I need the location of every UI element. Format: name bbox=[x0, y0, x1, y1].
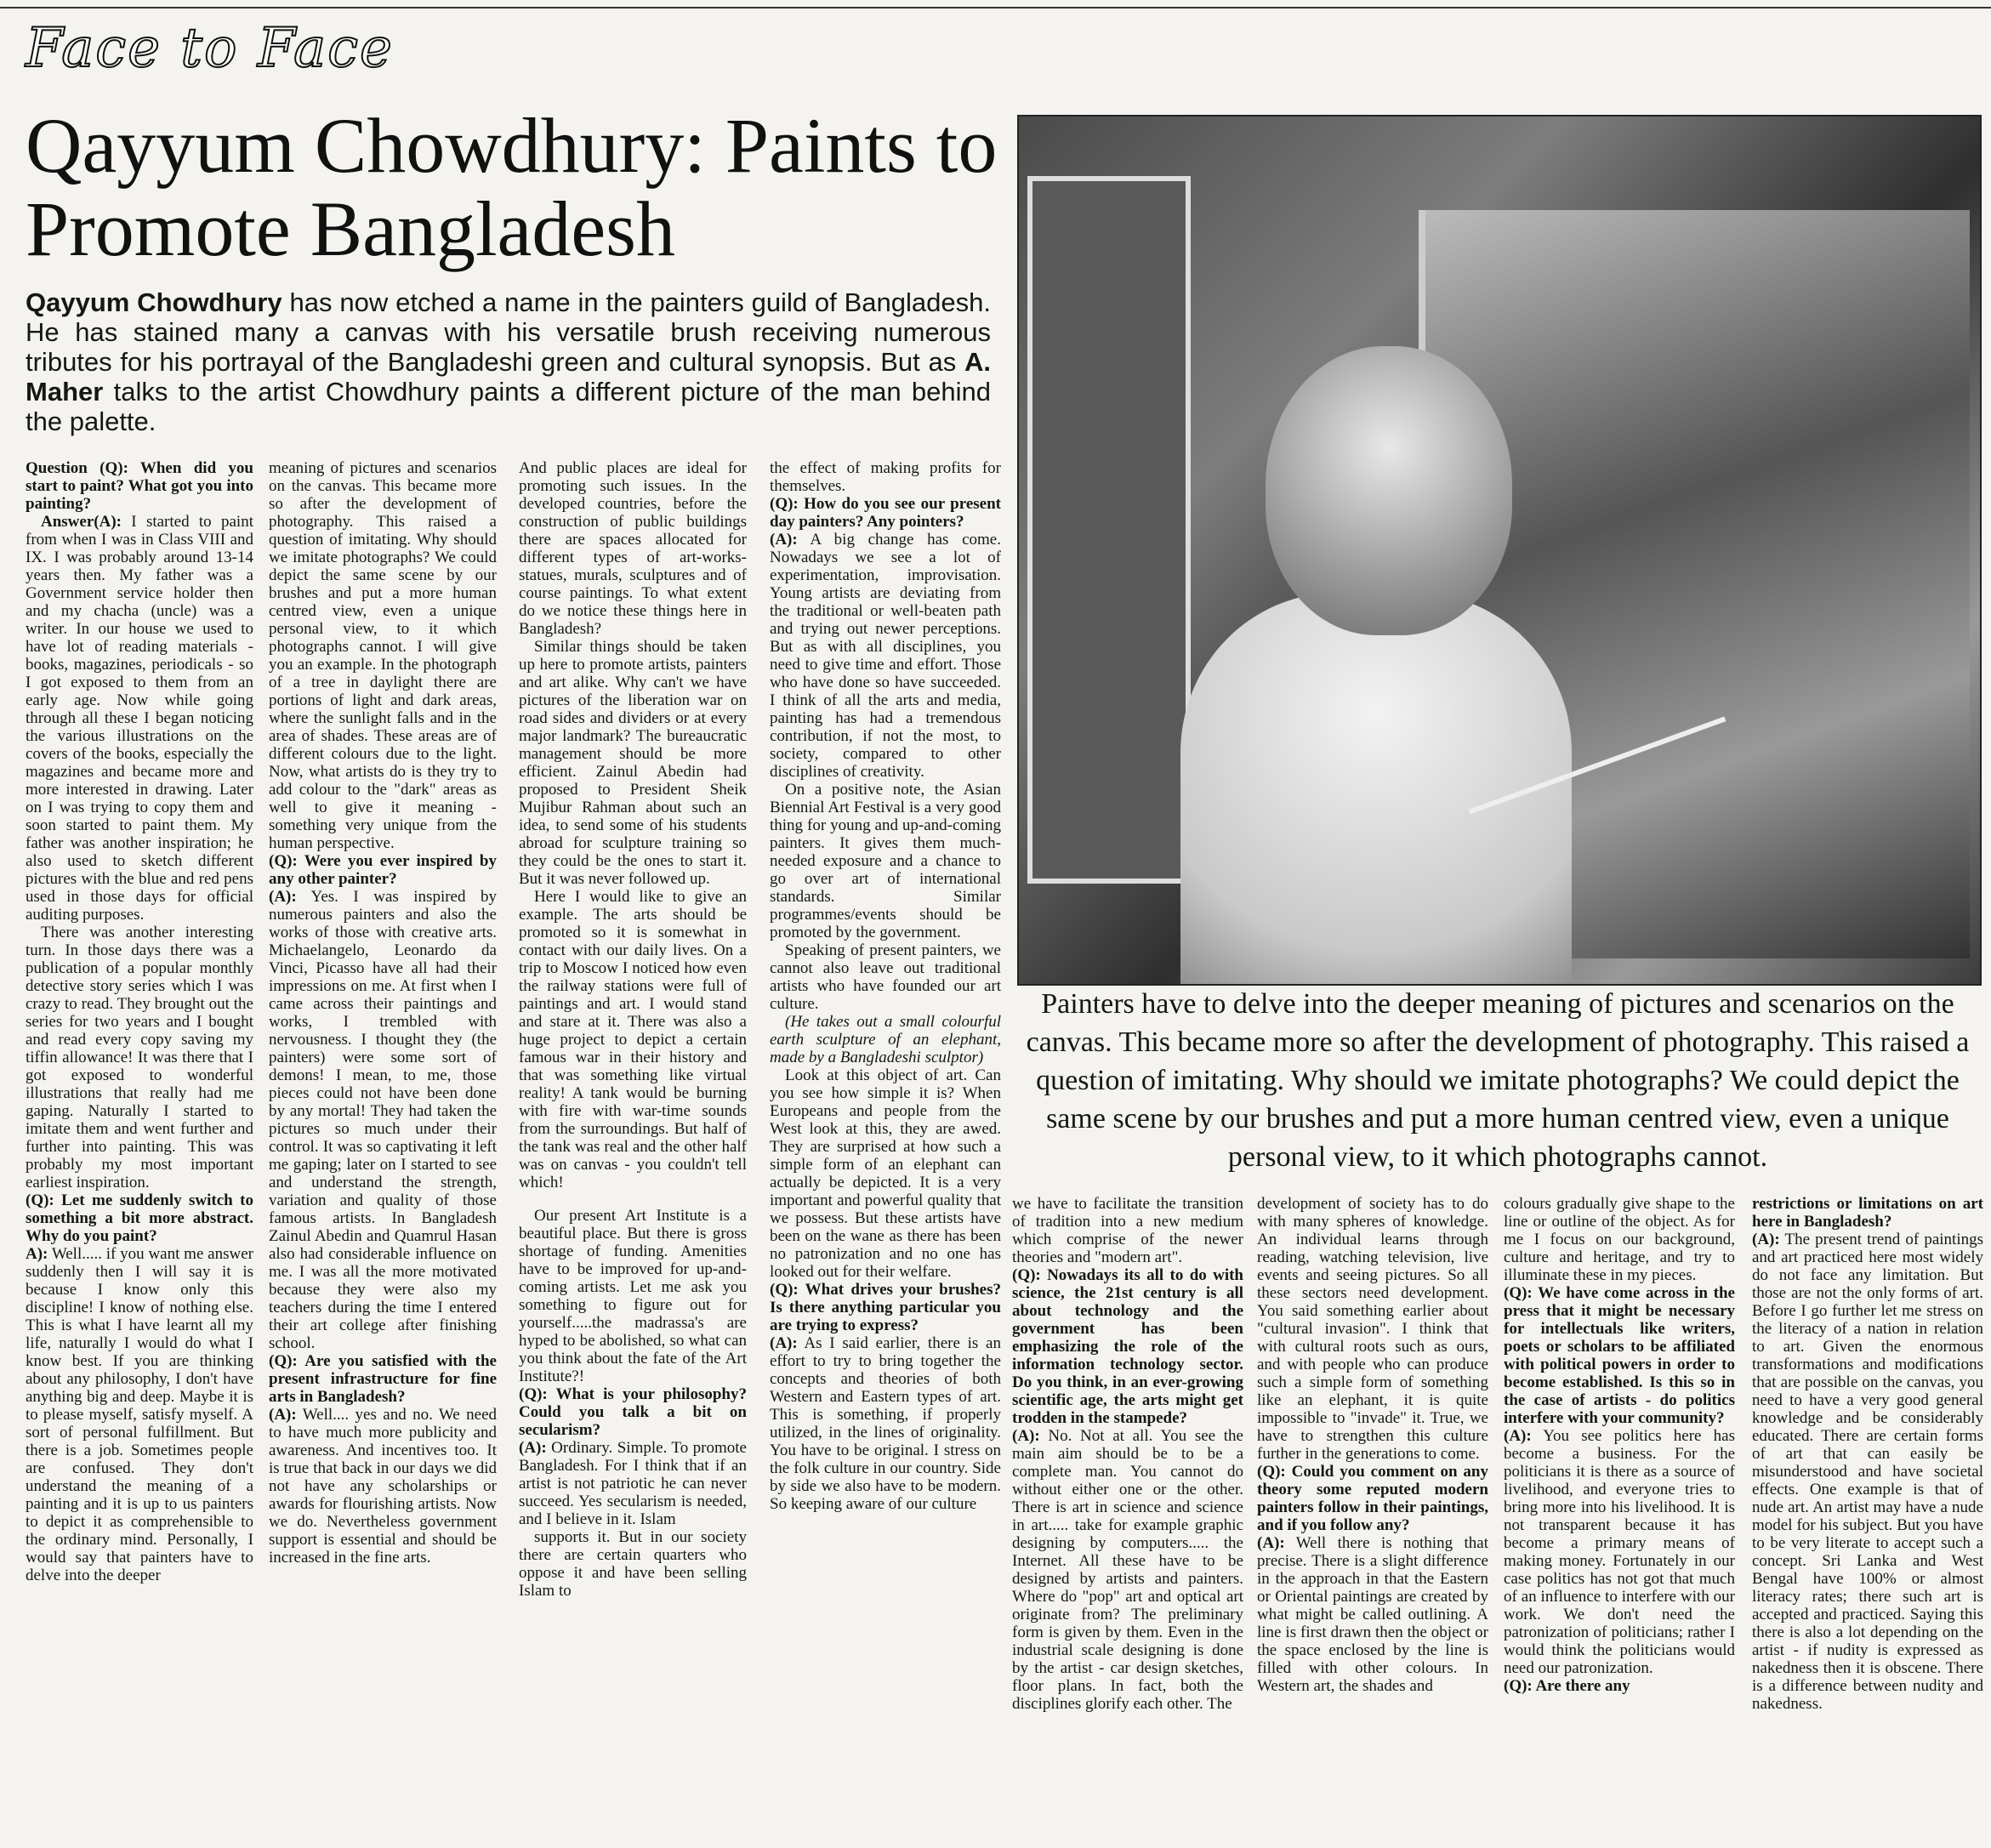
answer bbox=[1504, 1427, 1735, 1677]
answer-label: (A): bbox=[770, 531, 798, 549]
answer-label: (A): bbox=[269, 888, 297, 906]
question: (Q): Could you comment on any theory some reputed modern painters follow in their paintings, and if you follow any? bbox=[1257, 1463, 1488, 1534]
question: (Q): Are you satisfied with the present infrastructure for fine arts in Bangladesh? bbox=[269, 1352, 497, 1406]
answer-text: No. Not at all. You see the main aim should be to be a complete man. You cannot do without either one or the other. There is art in science and science in art..... take for example graphic designing by computers..... the Internet. All these have to be designed by artists and painters. Where do "pop" art and optical art originate from? The preliminary form is given by them. Even in the industrial scale designing is done by the artist - car design sketches, floor plans. In fact, both the disciplines glorify each other. The bbox=[1012, 1427, 1243, 1713]
paragraph: the effect of making profits for themselves. bbox=[770, 459, 1001, 495]
question: (Q): Nowadays its all to do with science, the 21st century is all about technology and the government has been emphasizing the role of the information technology sector. Do you think, in an ever-growing scientific age, the arts might get trodden in the stampede? bbox=[1012, 1266, 1243, 1427]
answer-label: (A): bbox=[1752, 1231, 1780, 1248]
article-column-7 bbox=[1504, 1195, 1735, 1841]
answer-label: (A): bbox=[1012, 1427, 1040, 1445]
answer bbox=[1257, 1534, 1488, 1695]
section-title: Face to Face bbox=[26, 17, 394, 80]
answer bbox=[269, 1406, 497, 1567]
answer-text: Ordinary. Simple. To promote Bangladesh. For I think that if an artist is not patriotic he can never succeed. Yes secularism is needed, and I believe in it. Islam bbox=[519, 1439, 747, 1528]
question: (Q): What is your philosophy? Could you talk a bit on secularism? bbox=[519, 1385, 747, 1439]
article-column-6 bbox=[1257, 1195, 1488, 1841]
answer-text: The present trend of paintings and art practiced here most widely do not face any limitation. But those are not the only forms of art. Before I go further let me stress on the literacy of a nation in relation to art. Given the enormous transformations and modifications that are possible on the canvas, you need to have a very good general knowledge and be considerably educated. There are certain forms of art that can easily be misunderstood and have societal effects. One example is that of nude art. An artist may have a nude model for his subject. But you have to be very literate to accept such a concept. Sri Lanka and West Bengal have 100% or almost literacy rates; there such art is accepted and practiced. Saying this there is also a lot depending on the artist - if nudity is expressed as nakedness then it is obscene. There is a difference between nudity and nakedness. bbox=[1752, 1231, 1983, 1713]
answer bbox=[770, 1334, 1001, 1513]
paragraph: There was another interesting turn. In those days there was a publication of a popular monthly detective story series which I was crazy to read. They brought out the series for two years and I bought and read every copy saving my tiffin allowance! It was there that I got exposed to wonderful illustrations that really had me gaping. Naturally I started to imitate them and went further and further into painting. This was probably my most important earliest inspiration. bbox=[26, 924, 253, 1191]
headline: Qayyum Chowdhury: Paints to Promote Bangladesh bbox=[26, 102, 998, 272]
deck-text-1: has now etched a name in the painters guild of Bangladesh. He has stained many a canvas with his versatile brush receiving numerous tributes for his portrayal of the Bangladeshi green and cultural synopsis. But as bbox=[26, 287, 991, 377]
paragraph: meaning of pictures and scenarios on the canvas. This became more so after the development of photography. This raised a question of imitating. Why should we imitate photographs? We could depict the same scene by our brushes and put a more human centred view, even a unique personal view, to it which photographs cannot. I will give you an example. In the photograph of a tree in daylight there are portions of light and dark areas, where the sunlight falls and in the area of shades. These areas are of different colours due to the light. Now, what artists do is they try to add colour to the "dark" areas as well to give it meaning - something very unique from the human perspective. bbox=[269, 459, 497, 852]
article-column-3 bbox=[519, 459, 747, 1841]
article-column-8 bbox=[1752, 1195, 1983, 1841]
answer-label: (A): bbox=[1504, 1427, 1532, 1445]
paragraph: development of society has to do with many spheres of knowledge. An individual learns through reading, watching television, live events and seeing pictures. So all these sectors need development. You said something earlier about "cultural invasion". I think that with cultural roots such as ours, and with people who can produce such a simple form of something like an elephant, it is quite impossible to "invade" it. True, we have to strengthen this culture further in the generations to come. bbox=[1257, 1195, 1488, 1463]
answer-text: Well..... if you want me answer suddenly then I will say it is because I know only this discipline! I know of nothing else. This is what I have learnt all my life, naturally I would do what I know best. If you are thinking about any philosophy, I don't have anything big and deep. Maybe it is to please myself, satisfy myself. A sort of personal fulfillment. But there is a job. Sometimes people are confused. They don't understand the meaning of a painting and it is up to us painters to depict it as comprehensible to the ordinary mind. Personally, I would say that painters have to delve into the deeper bbox=[26, 1245, 253, 1584]
top-rule bbox=[0, 7, 1991, 9]
paragraph: And public places are ideal for promoting such issues. In the developed countries, before the construction of public buildings there are spaces allocated for different types of art-works-statues, murals, sculptures and of course paintings. To what extent do we notice these things here in Bangladesh? bbox=[519, 459, 747, 638]
answer bbox=[1012, 1427, 1243, 1713]
paragraph: Look at this object of art. Can you see how simple it is? When Europeans and people from the West look at this, they are awed. They are surprised at how such a simple form of an elephant can actually be depicted. It is a very important and powerful quality that we possess. But these artists have been on the wane as there has been no patronization and no one has looked out for their welfare. bbox=[770, 1066, 1001, 1281]
question: (Q): Let me suddenly switch to something a bit more abstract. Why do you paint? bbox=[26, 1191, 253, 1245]
photo-figure-body bbox=[1180, 593, 1572, 986]
article-column-2 bbox=[269, 459, 497, 1841]
answer bbox=[1752, 1231, 1983, 1713]
answer-text: Well.... yes and no. We need to have much more publicity and awareness. And incentives too. It is true that back in our days we did not have any scholarships or awards for flourishing artists. Now we do. Nevertheless government support is essential and should be increased in the fine arts. bbox=[269, 1406, 497, 1567]
stage-direction: (He takes out a small colourful earth sculpture of an elephant, made by a Bangladeshi sculptor) bbox=[770, 1013, 1001, 1066]
answer-label: (A): bbox=[1257, 1534, 1285, 1552]
answer-text: Well there is nothing that precise. There is a slight difference in the approach in that the Eastern or Oriental paintings are created by what might be called outlining. A line is first drawn then the object or the space enclosed by the line is filled with other colours. In Western art, the shades and bbox=[1257, 1534, 1488, 1695]
paragraph: Speaking of present painters, we cannot also leave out traditional artists who have founded our art culture. bbox=[770, 941, 1001, 1013]
photo-caption: Painters have to delve into the deeper meaning of pictures and scenarios on the canvas. This became more so after the development of photography. This raised a question of imitating. Why should we imitate photographs? We could depict the same scene by our brushes and put a more human centred view, even a unique personal view, to it which photographs cannot. bbox=[1026, 988, 1970, 1173]
answer-text: You see politics here has become a business. For the politicians it is there as a source of livelihood, and everyone tries to bring more into his livelihood. It is not transparent because it has become a primary means of making money. Fortunately in our case politics has not got that much of an influence to interfere with our work. We don't need the patronization of politicians; rather I would think the politicians would need our patronization. bbox=[1504, 1427, 1735, 1677]
article-column-1 bbox=[26, 459, 253, 1841]
paragraph: On a positive note, the Asian Biennial Art Festival is a very good thing for young and up-and-coming painters. It gives them much-needed exposure and a chance to go over art of international standards. Similar programmes/events should be promoted by the government. bbox=[770, 781, 1001, 941]
answer-label: Answer(A): bbox=[41, 513, 122, 531]
answer bbox=[519, 1439, 747, 1528]
question: Question (Q): When did you start to paint? What got you into painting? bbox=[26, 459, 253, 513]
photo-frame-left bbox=[1027, 176, 1191, 884]
answer-label: A): bbox=[26, 1245, 48, 1263]
answer-text: Yes. I was inspired by numerous painters and also the works of those with creative arts. Michaelangelo, Leonardo da Vinci, Picasso have all had their impressions on me. At first when I came across their paintings and works, I trembled with nervousness. I thought they (the painters) were some sort of demons! I mean, to me, those pieces could not have been done by any mortal! They had taken the pictures so much under their control. It was so captivating it left me gaping; later on I started to see and understand the strength, variation and quality of those famous artists. In Bangladesh Zainul Abedin and Quamrul Hasan also had considerable influence on me. I was all the more motivated because they were also my teachers during the time I entered their art college after finishing school. bbox=[269, 888, 497, 1352]
paragraph: Here I would like to give an example. The arts should be promoted so it is somewhat in contact with our daily lives. On a trip to Moscow I noticed how even the railway stations were full of paintings and art. I would stand and stare at it. There was also a huge project to depict a certain famous war in their history and that was something like virtual reality! A tank would be burning with fire with war-time sounds from the surroundings. But half of the tank was real and the other half was on canvas - you couldn't tell which! bbox=[519, 888, 747, 1191]
answer-label: (A): bbox=[519, 1439, 547, 1457]
artist-photo bbox=[1017, 115, 1982, 986]
answer bbox=[26, 1245, 253, 1584]
question: restrictions or limitations on art here in Bangladesh? bbox=[1752, 1195, 1983, 1231]
paragraph: Our present Art Institute is a beautiful place. But there is gross shortage of funding. Amenities have to be improved for up-and-coming artists. Let me ask you something to figure out for yourself.....the madrassa's are hyped to be abolished, so what can you think about the fate of the Art Institute?! bbox=[519, 1207, 747, 1385]
answer-text: As I said earlier, there is an effort to try to bring together the concepts and theories of both Western and Eastern types of art. This is something, if properly utilized, in the lines of originality. You have to be original. I stress on the folk culture in our country. Side by side we also have to be modern. So keeping aware of our culture bbox=[770, 1334, 1001, 1513]
question: (Q): What drives your brushes? Is there anything particular you are trying to express? bbox=[770, 1281, 1001, 1334]
answer bbox=[770, 531, 1001, 781]
question: (Q): We have come across in the press that it might be necessary for intellectuals like writers, poets or scholars to be affiliated with political powers in order to become established. Is this so in the case of artists - do politics interfere with your community? bbox=[1504, 1284, 1735, 1427]
deck-author: A. Maher bbox=[26, 347, 991, 407]
article-column-4 bbox=[770, 459, 1001, 1841]
question: (Q): Are there any bbox=[1504, 1677, 1630, 1695]
answer-label: (A): bbox=[269, 1406, 297, 1424]
paragraph: supports it. But in our society there are certain quarters who oppose it and have been selling Islam to bbox=[519, 1528, 747, 1600]
answer-text: I started to paint from when I was in Class VIII and IX. I was probably around 13-14 years then. My father was a Government service holder then and my chacha (uncle) was a writer. In our house we used to have lot of reading materials - books, magazines, periodicals - so I got exposed to them from an early age. Now while going through all these I began noticing the various illustrations on the covers of the books, especially the magazines and became more and more interested in drawing. Later on I was trying to copy them and soon started to paint them. My father was another inspiration; he also used to sketch different pictures with the blue and red pens used in those days for official auditing purposes. bbox=[26, 513, 253, 924]
deck-text-2: talks to the artist Chowdhury paints a different picture of the man behind the palette. bbox=[26, 377, 991, 436]
article-column-5 bbox=[1012, 1195, 1243, 1841]
paragraph: we have to facilitate the transition of tradition into a new medium which comprise of the newer theories and "modern art". bbox=[1012, 1195, 1243, 1266]
answer bbox=[26, 513, 253, 924]
photo-figure-head bbox=[1266, 346, 1512, 635]
deck bbox=[26, 287, 991, 436]
question: (Q): How do you see our present day painters? Any pointers? bbox=[770, 495, 1001, 531]
answer-text: A big change has come. Nowadays we see a lot of experimentation, improvisation. Young artists are deviating from the traditional or well-beaten path and trying out newer perceptions. But as with all disciplines, you need to give time and effort. Those who have done so have succeeded. I think of all the arts and media, painting has had a tremendous contribution, if not the most, to society, compared to other disciplines of creativity. bbox=[770, 531, 1001, 781]
paragraph: Similar things should be taken up here to promote artists, painters and art alike. Why can't we have pictures of the liberation war on road sides and dividers or at every major landmark? The bureaucratic management should be more efficient. Zainul Abedin had proposed to President Sheik Mujibur Rahman about such an idea, to send some of his students abroad for sculpture training so they could be the ones to start it. But it was never followed up. bbox=[519, 638, 747, 888]
paragraph: colours gradually give shape to the line or outline of the object. As for me I focus on our background, culture and heritage, and try to illuminate these in my pieces. bbox=[1504, 1195, 1735, 1284]
answer bbox=[269, 888, 497, 1352]
deck-lead-name: Qayyum Chowdhury bbox=[26, 287, 282, 317]
answer-label: (A): bbox=[770, 1334, 798, 1352]
question: (Q): Were you ever inspired by any other painter? bbox=[269, 852, 497, 888]
